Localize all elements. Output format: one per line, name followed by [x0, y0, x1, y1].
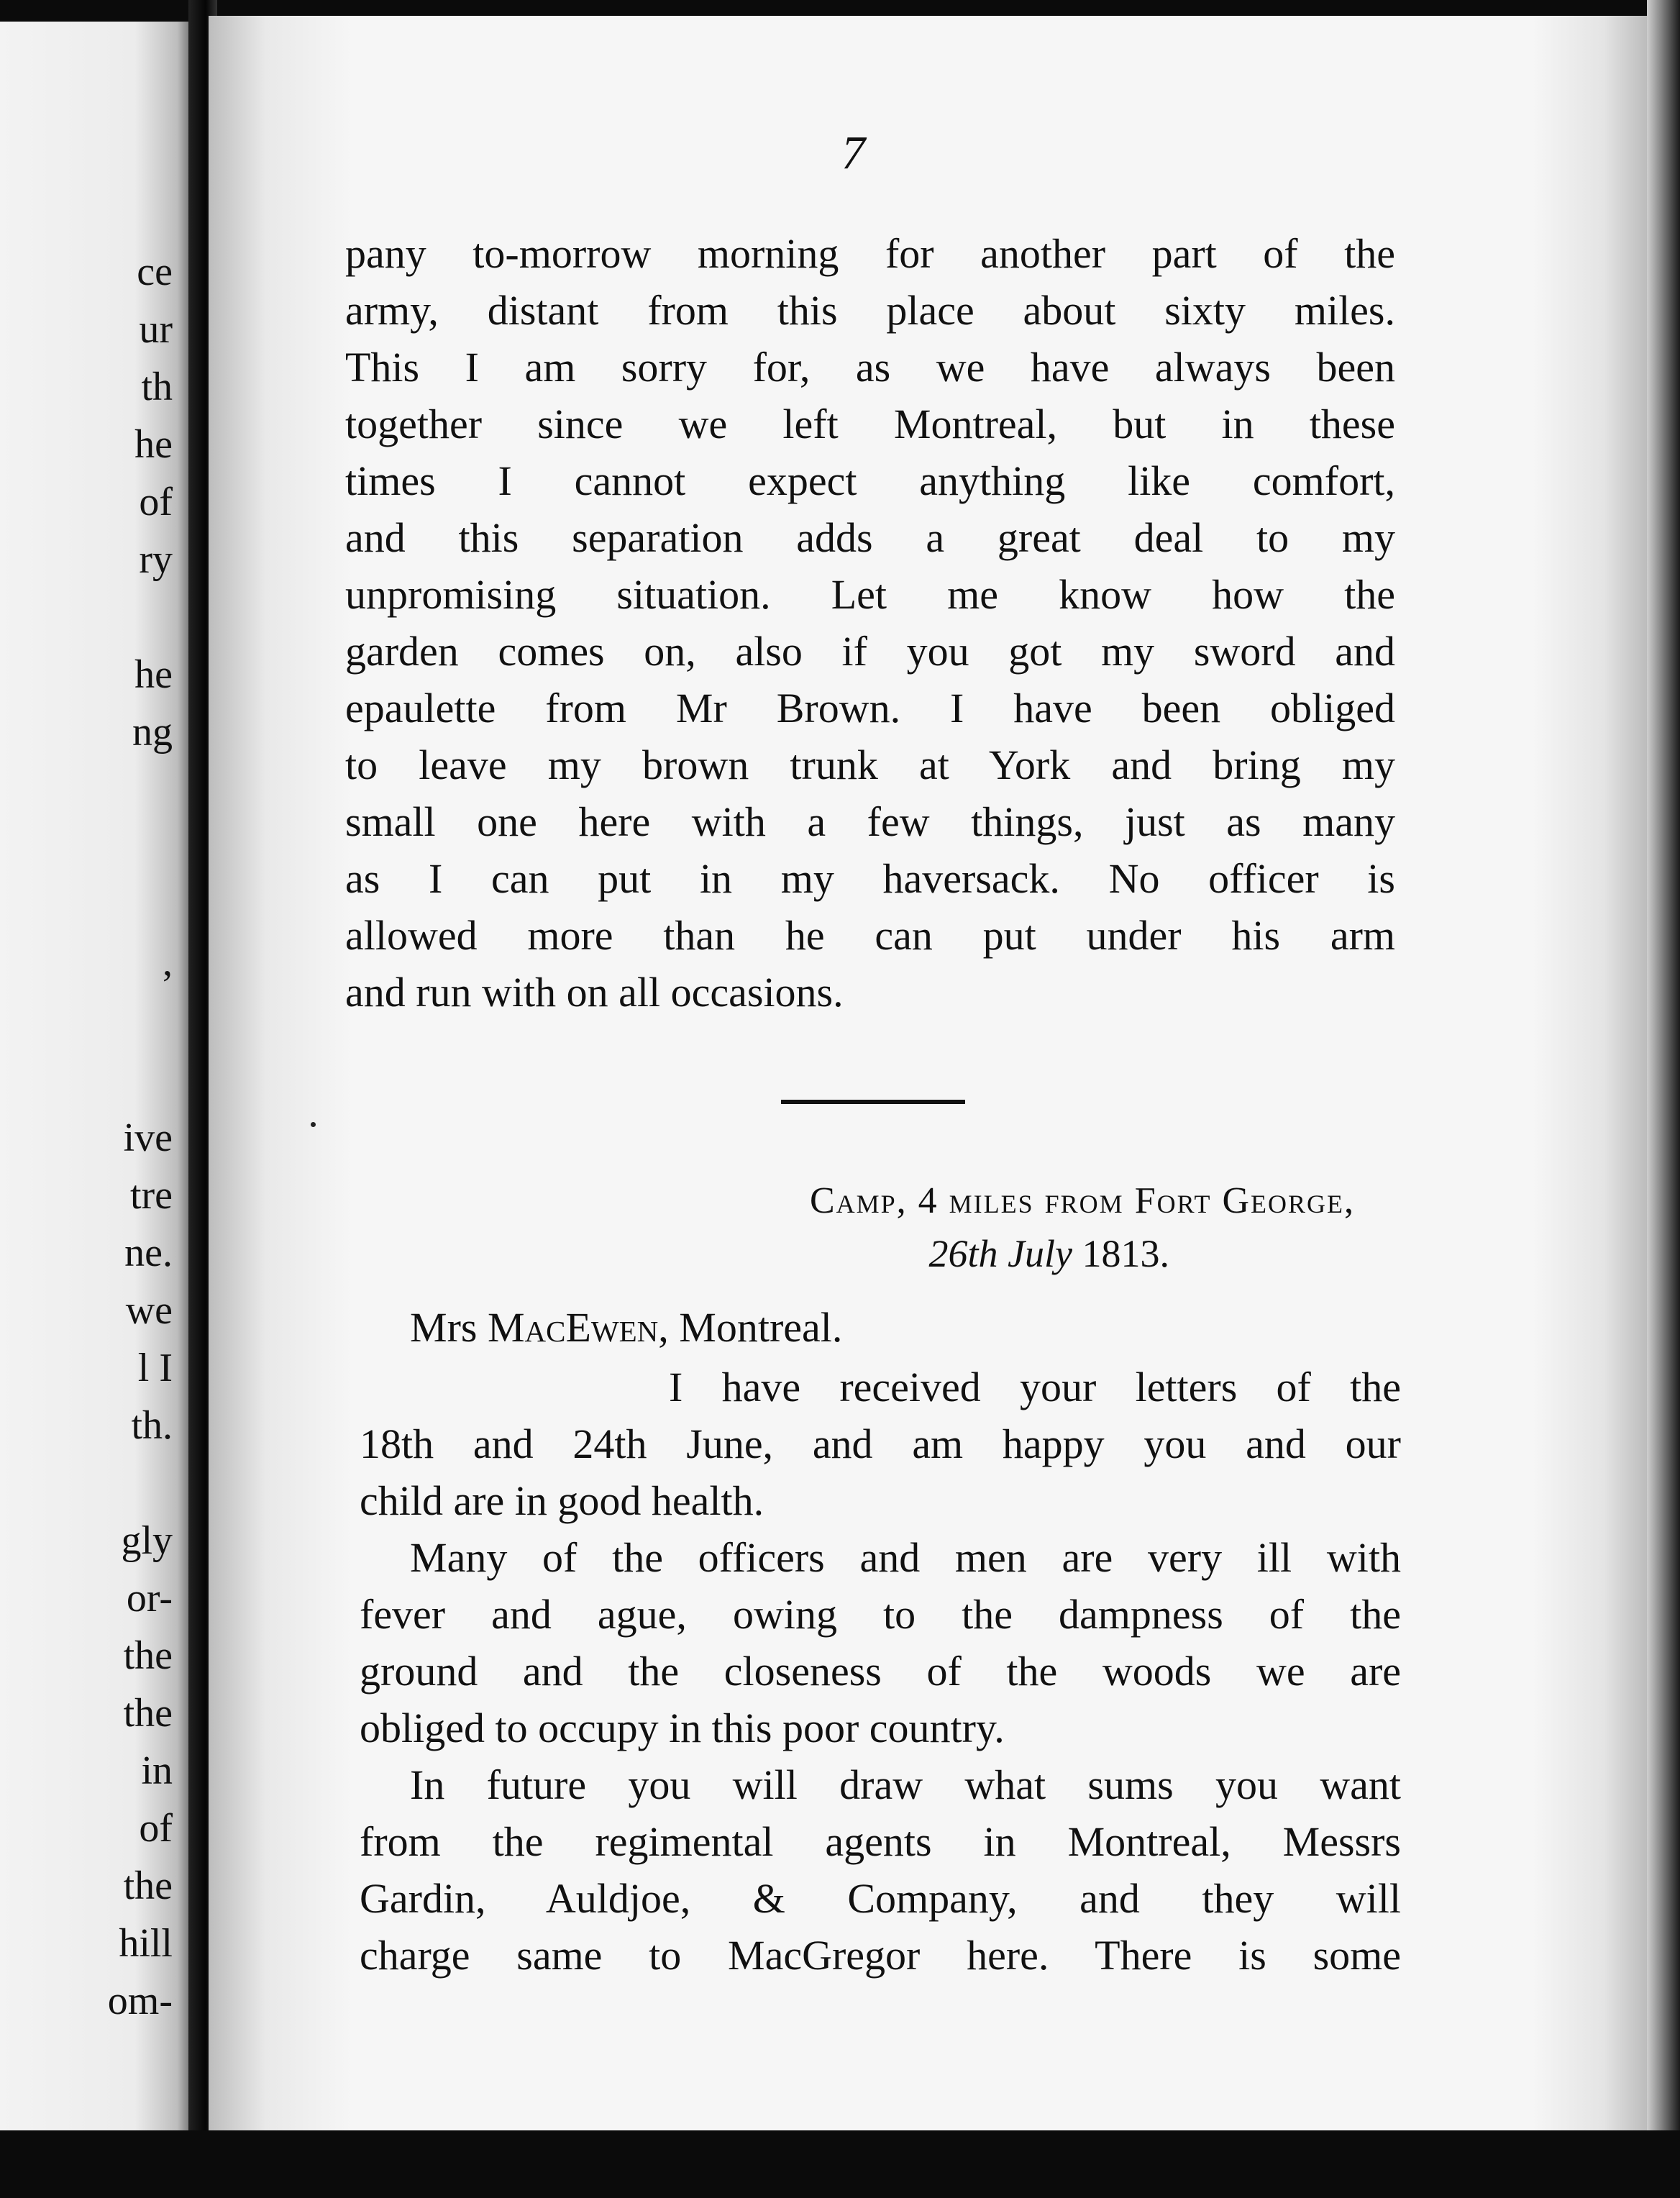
section-divider [781, 1100, 965, 1104]
left-fragment: the [123, 1633, 173, 1678]
text-line: together since we left Montreal, but in these [345, 401, 1395, 447]
page-edge-shadow [1647, 0, 1680, 2198]
letter-line: In future you will draw what sums you want [410, 1761, 1401, 1808]
text-line: small one here with a few things, just as many [345, 798, 1395, 845]
left-fragment: he [134, 422, 173, 467]
left-fragment: of [139, 1806, 173, 1851]
text-line: pany to-morrow morning for another part of the [345, 230, 1395, 277]
left-fragment: ce [137, 250, 173, 294]
text-line: epaulette from Mr Brown. I have been obliged [345, 685, 1395, 731]
left-fragment: gly [121, 1518, 173, 1563]
left-fragment: , [163, 940, 173, 985]
letter-line: charge same to MacGregor here. There is some [360, 1932, 1401, 1979]
text-line: to leave my brown trunk at York and bring my [345, 742, 1395, 788]
left-fragment: hill [119, 1921, 173, 1966]
letter-line: ground and the closeness of the woods we are [360, 1648, 1401, 1695]
letter-line: child are in good health. [360, 1477, 764, 1524]
left-fragment: ng [132, 710, 173, 754]
left-fragment: the [123, 1864, 173, 1908]
addressee-prefix: Mrs [410, 1304, 488, 1351]
left-fragment: th. [131, 1403, 173, 1448]
left-fragment: we [125, 1288, 173, 1333]
left-fragment: tre [129, 1173, 173, 1218]
text-line: and run with on all occasions. [345, 969, 844, 1016]
text-line: This I am sorry for, as we have always been [345, 344, 1395, 391]
text-line: garden comes on, also if you got my sword and [345, 628, 1395, 675]
page-number: 7 [841, 127, 865, 179]
text-line: allowed more than he can put under his arm [345, 912, 1395, 959]
text-line: army, distant from this place about sixty miles. [345, 287, 1395, 334]
addressee [410, 1303, 842, 1351]
left-fragment: ur [139, 307, 173, 352]
addressee-suffix: , Montreal. [658, 1304, 843, 1351]
previous-page-margin [0, 22, 193, 2151]
letter-line: 18th and 24th June, and am happy you and our [360, 1421, 1401, 1467]
left-fragment: ne. [124, 1231, 173, 1275]
scan-border [0, 2130, 1680, 2198]
dateline-place: Camp, 4 miles from Fort George, [809, 1180, 1355, 1221]
left-fragment: of [139, 480, 173, 524]
left-fragment: or- [126, 1576, 173, 1620]
letter-line: obliged to occupy in this poor country. [360, 1705, 1005, 1751]
left-fragment: l I [137, 1346, 173, 1390]
left-fragment: th [141, 365, 173, 409]
left-fragment: om- [107, 1979, 173, 2023]
text-line: as I can put in my haversack. No officer is [345, 855, 1395, 902]
dateline-year: 1813. [1082, 1232, 1169, 1275]
dateline-day: 26th July [928, 1232, 1072, 1275]
left-fragment: ive [123, 1116, 173, 1160]
text-line: unpromising situation. Let me know how the [345, 571, 1395, 618]
left-fragment: in [141, 1748, 173, 1793]
left-fragment: the [123, 1691, 173, 1736]
text-line: and this separation adds a great deal to my [345, 514, 1395, 561]
letter-line: from the regimental agents in Montreal, Messrs [360, 1818, 1401, 1865]
letter-line: Many of the officers and men are very ill with [410, 1534, 1401, 1581]
letter-line: fever and ague, owing to the dampness of the [360, 1591, 1401, 1638]
left-fragment: ry [139, 537, 173, 582]
letter-line: Gardin, Auldjoe, & Company, and they will [360, 1875, 1401, 1922]
letter-line: I have received your letters of the [669, 1364, 1401, 1410]
scan-speck [311, 1122, 316, 1127]
dateline-date [929, 1231, 1169, 1276]
addressee-name: MacEwen [487, 1304, 659, 1351]
text-line: times I cannot expect anything like comfort, [345, 457, 1395, 504]
left-fragment: he [134, 652, 173, 697]
